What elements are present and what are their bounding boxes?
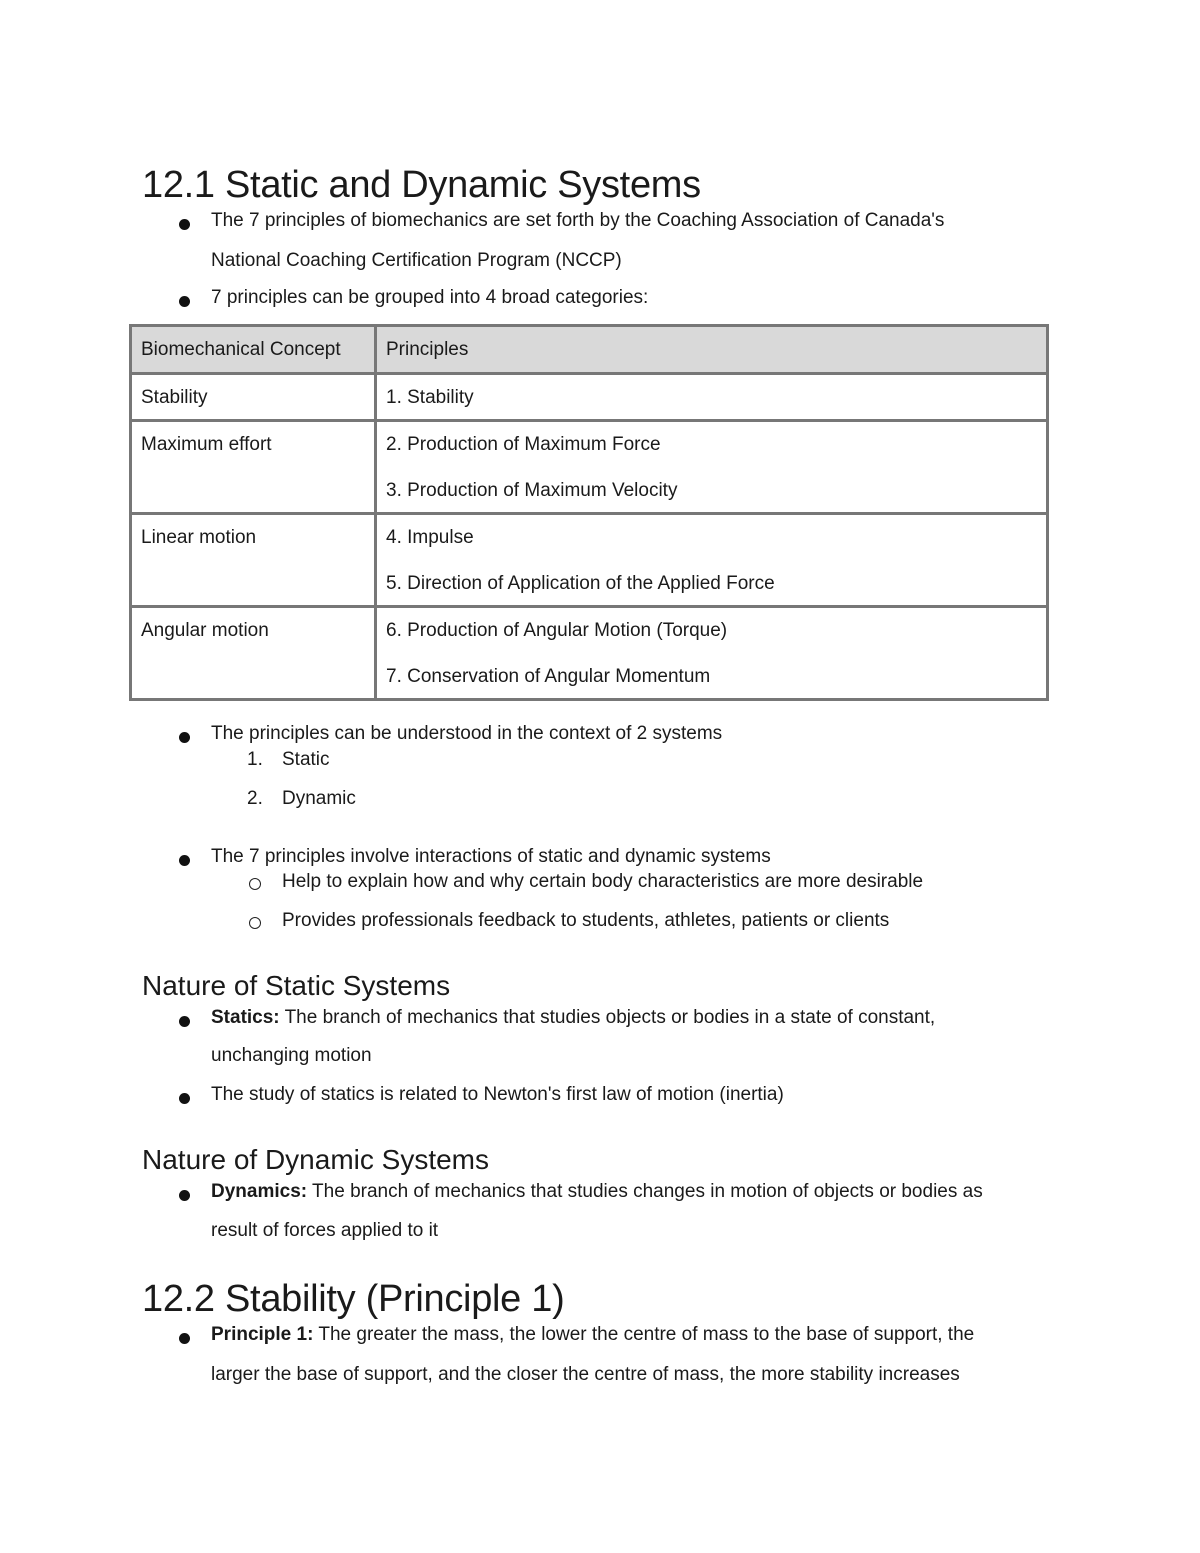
term-dynamics: Dynamics: [211, 1181, 308, 1202]
definition-dynamics: The branch of mechanics that studies changes in motion of objects or bodies as [307, 1181, 983, 1202]
bullet-dot [179, 1016, 190, 1027]
principle-item: 4. Impulse [386, 527, 474, 548]
principle-item: 7. Conservation of Angular Momentum [386, 666, 711, 687]
list-number: 2. [247, 788, 263, 809]
table-cell-concept: Stability [131, 374, 376, 421]
bullet-text-dynamics-line1 [211, 1179, 983, 1205]
term-statics: Statics: [211, 1007, 280, 1028]
bullet-text-nccp-line2: National Coaching Certification Program (NCCP) [211, 250, 622, 271]
bullet-text-dynamics-line2: result of forces applied to it [211, 1220, 439, 1241]
bullet-text-newton: The study of statics is related to Newton's first law of motion (inertia) [211, 1084, 784, 1105]
bullet-text-two-systems: The principles can be understood in the context of 2 systems [211, 723, 723, 744]
bullet-text-principle1-line2: larger the base of support, and the closer the centre of mass, the more stability increases [211, 1364, 960, 1385]
principle-item: 3. Production of Maximum Velocity [386, 480, 678, 501]
bullet-text-interactions: The 7 principles involve interactions of static and dynamic systems [211, 846, 771, 867]
hollow-bullet [249, 917, 261, 929]
table-row [131, 607, 1048, 700]
bullet-text-statics-line1 [211, 1005, 935, 1031]
term-principle-1: Principle 1: [211, 1324, 314, 1345]
bullet-dot [179, 855, 190, 866]
bullet-dot [179, 219, 190, 230]
table-row [131, 421, 1048, 514]
table-cell-concept: Angular motion [131, 607, 376, 700]
heading-static-systems: Nature of Static Systems [142, 970, 451, 1001]
hollow-bullet [249, 878, 261, 890]
table-cell-concept: Linear motion [131, 514, 376, 607]
sub-bullet-text: Help to explain how and why certain body characteristics are more desirable [282, 871, 924, 892]
bullet-text-nccp-line1: The 7 principles of biomechanics are set forth by the Coaching Association of Canada's [211, 210, 945, 231]
bullet-dot [179, 296, 190, 307]
list-number: 1. [247, 749, 263, 770]
table-header-row [131, 326, 1048, 374]
principle-item: 2. Production of Maximum Force [386, 434, 661, 455]
table-cell-principles [376, 374, 1048, 421]
table-cell-concept: Maximum effort [131, 421, 376, 514]
table-header-principles: Principles [376, 326, 1048, 374]
bullet-dot [179, 732, 190, 743]
principle-item: 1. Stability [386, 387, 474, 408]
principle-item: 5. Direction of Application of the Applied Force [386, 573, 775, 594]
list-item-dynamic: Dynamic [282, 788, 356, 809]
table-row [131, 374, 1048, 421]
section-title-static-dynamic: 12.1 Static and Dynamic Systems [142, 164, 701, 206]
definition-principle-1: The greater the mass, the lower the centre of mass to the base of support, the [313, 1324, 975, 1345]
bullet-dot [179, 1333, 190, 1344]
biomechanical-concepts-table [129, 324, 1049, 701]
bullet-text-principle1-line1 [211, 1322, 974, 1348]
sub-bullet-text: Provides professionals feedback to students, athletes, patients or clients [282, 910, 890, 931]
bullet-dot [179, 1190, 190, 1201]
section-title-stability: 12.2 Stability (Principle 1) [142, 1278, 565, 1320]
bullet-text-categories: 7 principles can be grouped into 4 broad categories: [211, 287, 649, 308]
heading-dynamic-systems: Nature of Dynamic Systems [142, 1144, 489, 1175]
table-cell-principles [376, 514, 1048, 607]
table-cell-principles [376, 421, 1048, 514]
bullet-text-statics-line2: unchanging motion [211, 1045, 372, 1066]
bullet-dot [179, 1093, 190, 1104]
table-header-concept: Biomechanical Concept [131, 326, 376, 374]
table-cell-principles [376, 607, 1048, 700]
table-row [131, 514, 1048, 607]
principle-item: 6. Production of Angular Motion (Torque) [386, 620, 728, 641]
list-item-static: Static [282, 749, 330, 770]
definition-statics: The branch of mechanics that studies objects or bodies in a state of constant, [279, 1007, 936, 1028]
